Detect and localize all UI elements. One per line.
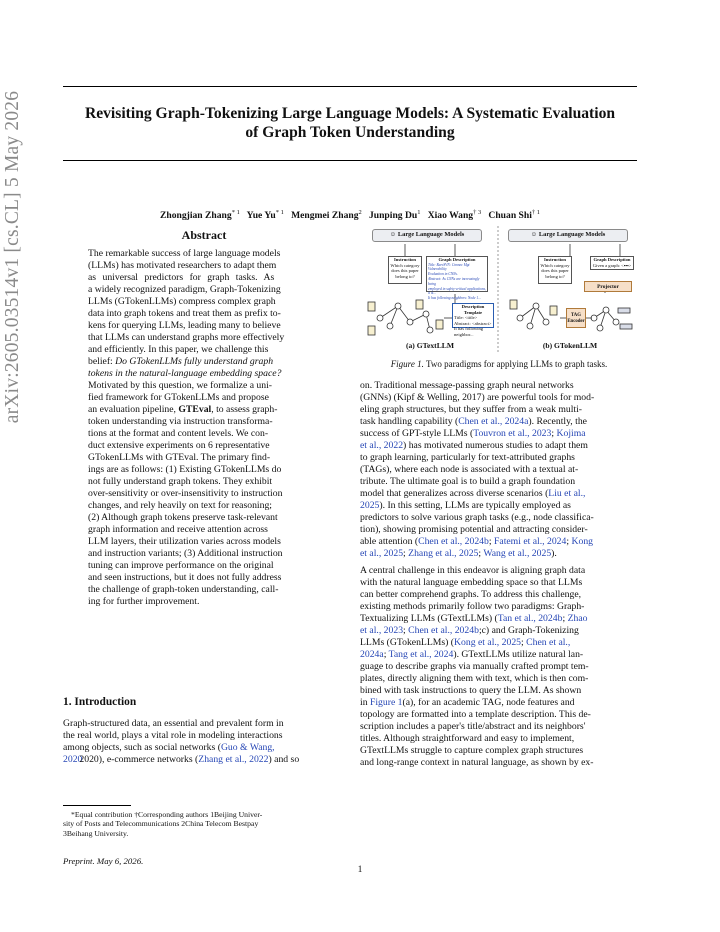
instruction-box-right xyxy=(538,256,572,284)
abstract-line: the challenge of graph-token understanding, call- xyxy=(88,584,279,596)
title-line-2: of Graph Token Understanding xyxy=(245,124,455,141)
body-line: eling graph structures, but they suffer from a weak multi- xyxy=(360,404,583,416)
footnote-line: *Equal contribution †Corresponding authors 1Beijing Univer- xyxy=(71,810,263,819)
tag-encoder-box xyxy=(566,308,586,328)
abstract-line: (2) Although graph tokens preserve task-relevant xyxy=(88,512,278,524)
body-line: can better comprehend graphs. To address this challenge, xyxy=(360,589,582,601)
abstract-line: belief: Do GTokenLLMs fully understand graph xyxy=(88,356,274,368)
body-line: and long-range context in natural language, as shown by ex- xyxy=(360,757,594,769)
footnote-rule xyxy=(63,805,131,806)
abstract-line: tokens in the natural-language embedding space? xyxy=(88,368,282,380)
abstract-line: Motivated by this question, we formalize a uni- xyxy=(88,380,273,392)
author-affiliation: * 1 xyxy=(231,208,240,216)
abstract-line: an evaluation pipeline, GTEval, to assess graph- xyxy=(88,404,278,416)
graph-description-label: Graph Description xyxy=(593,257,631,262)
title-bottom-rule xyxy=(63,160,637,161)
gteval-name: GTEval xyxy=(178,404,212,416)
desc-line: employed in safety-critical applications, it is... xyxy=(428,286,486,296)
instruction-box-left xyxy=(388,256,422,284)
body-line: tribute. The ultimate goal is to build a graph foundation xyxy=(360,476,576,488)
body-line: bined with task instructions to query the LLM. As shown xyxy=(360,685,582,697)
abstract-heading: Abstract xyxy=(181,228,227,242)
body-line: et al., 2025; Zhang et al., 2025; Wang et al., 2025). xyxy=(360,548,557,560)
arxiv-side-stamp[interactable]: arXiv:2605.03514v1 [cs.CL] 5 May 2026 xyxy=(2,90,23,424)
body-line: predictors to solve various graph tasks (e.g., node classifica- xyxy=(360,512,594,524)
paper-title xyxy=(63,104,637,142)
body-line: 2025). In this setting, LLMs are typically employed as xyxy=(360,500,571,512)
body-line: to graph learning, particularly for text-attributed graphs xyxy=(360,452,575,464)
graph-description-text: Given a graph: <▪▪▪> xyxy=(592,262,632,268)
author-name: Zhongjian Zhang xyxy=(159,210,232,221)
author-affiliation: 2 xyxy=(358,208,362,216)
author-name: Yue Yu xyxy=(246,210,276,221)
abstract-line: not fully understand graph tokens. They exhibit xyxy=(88,476,273,488)
body-line: titles. Although straightforward and easy to implement, xyxy=(360,733,575,745)
body-line: GTextLLMs struggle to capture complex graph structures xyxy=(360,745,584,757)
graph-description-box xyxy=(426,256,488,301)
abstract-line: over-sensitivity or over-insensitivity to instruction xyxy=(88,488,283,500)
abstract-line: and efficiently. In this paper, we challenge this xyxy=(88,344,269,356)
body-line: with the natural language embedding space so that LLMs xyxy=(360,577,583,589)
abstract-line: LLM layers, their utilization varies across models xyxy=(88,536,281,548)
author-name: Chuan Shi xyxy=(488,210,532,221)
instruction-text: Which category does this paper belong to? xyxy=(390,262,420,279)
abstract-line: data into graph tokens and treat them as prefix to- xyxy=(88,308,281,320)
tag-encoder-label: TAG Encoder xyxy=(567,313,585,324)
abstract-line: duct extensive experiments on 6 representative xyxy=(88,440,270,452)
abstract-line: fied framework for GTokenLLMs and propose xyxy=(88,392,269,404)
body-line: success of GPT-style LLMs (Touvron et al., 2023; Kojima xyxy=(360,428,586,440)
template-text xyxy=(453,315,493,337)
right-graph-icon xyxy=(510,300,557,329)
graph-prompt-text: Given a graph: < xyxy=(592,262,624,268)
body-line: et al., 2023; Chen et al., 2024b;c) and Graph-Tokenizing xyxy=(360,625,579,637)
abstract-line: The remarkable success of large language models xyxy=(88,248,281,259)
body-line: 2024a; Tang et al., 2024). GTextLLMs utilize natural lan- xyxy=(360,649,584,661)
abstract-line: and seen instructions, but it does not fully address xyxy=(88,572,282,584)
left-graph-icon xyxy=(368,300,443,335)
body-line: scription includes a paper's title/abstract and its neighbors' xyxy=(360,721,586,733)
caption-text: Two paradigms for applying LLMs to graph tasks. xyxy=(425,359,608,369)
abstract-line: as universal predictors for graph tasks. As xyxy=(88,272,275,284)
body-line: (GNNs) (Kipf & Welling, 2017) are powerful tools for mod- xyxy=(360,392,595,404)
abstract-line: LLMs (GTokenLLMs) compress complex graph xyxy=(88,296,276,308)
abstract-line: ing for further improvement. xyxy=(88,596,200,608)
robot-icon: ☺ xyxy=(389,231,398,238)
citation-link[interactable]: Zhang et al., 2022 xyxy=(198,754,269,766)
body-line: in Figure 1(a), for an academic TAG, node features and xyxy=(360,697,575,709)
abstract-line: (LLMs) has motivated researchers to adapt them xyxy=(88,260,277,272)
template-line: Abstract: <abstract> xyxy=(454,320,492,326)
graph-description-box-right xyxy=(590,256,634,270)
desc-line: Abstract: As CNNs are increasingly being xyxy=(428,276,480,286)
abstract-line: token understanding via instruction transforma- xyxy=(88,416,273,428)
intro-left-text xyxy=(63,718,340,766)
body-line: plates, directly aligning them with text, which is then com- xyxy=(360,673,589,685)
abstract-body xyxy=(88,248,320,608)
template-line: Title: <title> xyxy=(454,315,478,321)
intro-text-span: among objects, such as social networks ( xyxy=(63,742,221,754)
intro-text-span: ) and so xyxy=(268,754,300,766)
footnote-line: sity of Posts and Telecommunications 2China Telecom Bestpay xyxy=(63,819,259,829)
author-affiliation: † 1 xyxy=(531,208,541,216)
preprint-date: Preprint. May 6, 2026. xyxy=(63,856,144,866)
robot-icon: ☺ xyxy=(530,231,539,238)
intro-line xyxy=(63,754,340,766)
abstract-line: and instruction variants; (3) Additional instruction xyxy=(88,548,283,560)
body-line: on. Traditional message-passing graph neural networks xyxy=(360,380,574,391)
template-label: Description Template xyxy=(461,304,485,315)
graph-description-label: Graph Description xyxy=(438,257,476,262)
body-line: LLMs (GTokenLLMs) (Kong et al., 2025; Chen et al., xyxy=(360,637,571,649)
llm-box-left xyxy=(372,229,482,242)
desc-line: It has following neighbors: Node 1... xyxy=(428,296,481,301)
desc-line: Evaluation in CNNs. xyxy=(428,272,458,277)
abstract-line: tuning can improve performance on the original xyxy=(88,560,274,572)
body-line: tion), showing promising potential and attracting consider- xyxy=(360,524,588,536)
intro-heading: 1. Introduction xyxy=(63,696,137,708)
title-line-1: Revisiting Graph-Tokenizing Large Language Models: A Systematic Evaluation xyxy=(84,105,616,122)
intro-text-span: 2020), e-commerce networks ( xyxy=(79,754,199,766)
instruction-text: Which category does this paper belong to? xyxy=(540,262,570,279)
author-affiliation: † 3 xyxy=(473,208,482,216)
author-affiliation: * 1 xyxy=(275,208,284,216)
citation-link[interactable]: 2020 xyxy=(63,754,83,766)
body-line: A central challenge in this endeavor is aligning graph data xyxy=(360,565,586,577)
abstract-line: that LLMs can understand graphs more effectively xyxy=(88,332,285,344)
body-line: guage to describe graphs via manually crafted prompt tem- xyxy=(360,661,589,673)
page-number: 1 xyxy=(357,864,363,875)
footnote-line: 3Beihang University. xyxy=(63,828,129,838)
subfigure-b-label: (b) GTokenLLM xyxy=(542,341,598,350)
template-line: It has following neighbor... xyxy=(454,326,484,337)
projector-label: Projector xyxy=(597,284,619,290)
instruction-label: Instruction xyxy=(544,257,566,262)
intro-line: the real world, plays a vital role in modeling interactions xyxy=(63,730,283,742)
abstract-line: tions at the format and content levels. We con- xyxy=(88,428,269,440)
body-line: topology are formatted into a template description. This de- xyxy=(360,709,591,721)
description-template-box xyxy=(452,303,494,337)
intro-line: Graph-structured data, an essential and prevalent form in xyxy=(63,718,284,729)
body-line: (TAGs), where each node is associated with a textual at- xyxy=(360,464,579,476)
figure-1-caption xyxy=(360,359,638,369)
output-graph-tokens-icon xyxy=(591,307,632,331)
abstract-line: kens for querying LLMs, leading many to believe xyxy=(88,320,281,332)
author-name: Junping Du xyxy=(368,210,418,221)
citation-link[interactable]: Guo & Wang, xyxy=(220,742,275,754)
llm-label: Large Language Models xyxy=(397,231,465,238)
graph-description-text xyxy=(427,263,487,301)
body-line: Textualizing LLMs (GTextLLMs) (Tan et al., 2024b; Zhao xyxy=(360,613,588,625)
body-line: able attention (Chen et al., 2024b; Fatemi et al., 2024; Kong xyxy=(360,536,594,548)
abstract-question-part-1: Do GTokenLLMs fully understand graph xyxy=(115,356,274,368)
author-name: Mengmei Zhang xyxy=(291,210,359,221)
abstract-line: a widely recognized paradigm, Graph-Tokenizing xyxy=(88,284,281,296)
subfigure-a-label: (a) GTextLLM xyxy=(405,341,455,350)
llm-box-right xyxy=(508,229,628,242)
instruction-label: Instruction xyxy=(394,257,416,262)
intro-line xyxy=(63,742,340,754)
figure-1 xyxy=(360,226,638,354)
abstract-line: changes, and rely heavily on text for reasoning; xyxy=(88,500,273,512)
body-line: model that generalizes across diverse scenarios (Liu et al., xyxy=(360,488,586,500)
author-name: Xiao Wang xyxy=(427,210,474,221)
abstract-line: GTokenLLMs with GTEval. The primary find- xyxy=(88,452,271,464)
intro-right-text xyxy=(360,380,638,770)
caption-label: Figure 1. xyxy=(390,359,424,369)
abstract-line: graph information and receive attention across xyxy=(88,524,268,536)
desc-line: Title: RareSVN: Cnnnec Mgt Vulnerability xyxy=(428,262,470,272)
title-top-rule xyxy=(63,86,637,87)
author-affiliation: 1 xyxy=(417,208,421,216)
projector-box xyxy=(584,281,632,292)
abstract-line: ings are as follows: (1) Existing GTokenLLMs do xyxy=(88,464,282,476)
body-line: et al., 2022) has motivated numerous studies to adapt them xyxy=(360,440,588,452)
body-line: task handling capability (Chen et al., 2024a). Recently, the xyxy=(360,416,587,428)
footnote xyxy=(63,810,340,838)
body-line: existing methods primarily follow two paradigms: Graph- xyxy=(360,601,585,613)
llm-label: Large Language Models xyxy=(538,231,606,238)
author-list xyxy=(63,210,637,222)
